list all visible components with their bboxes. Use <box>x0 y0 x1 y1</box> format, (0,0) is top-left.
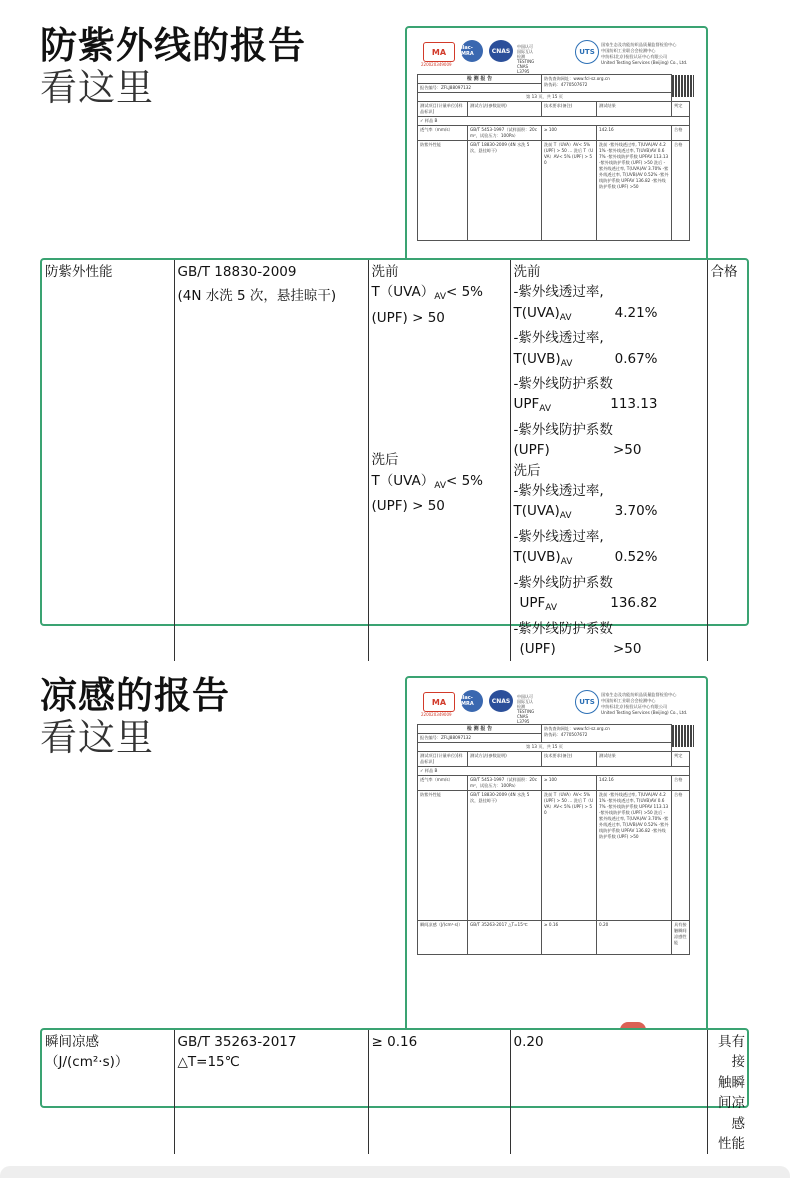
cool-result-cell <box>510 1030 707 1154</box>
req-before-label: 洗前 <box>371 264 399 280</box>
res-before-upf-row <box>514 440 704 460</box>
uv-method: GB/T 18830-2009 (4N 水洗 5 次，悬挂晾干) <box>468 791 542 921</box>
anti-fake-code: 防伪码：4770507672 <box>544 82 588 87</box>
res-value: 4.21% <box>614 304 658 321</box>
req-text: < 5% <box>445 472 484 489</box>
cool-item: 瞬间凉感（J/(cm²·s)） <box>418 921 468 955</box>
res-value: 136.82 <box>610 595 658 612</box>
cool-verdict-line: 具有接 <box>718 1034 745 1071</box>
res-value: 0.67% <box>614 350 658 367</box>
uv-verdict: 合格 <box>672 791 690 921</box>
cool-result-value: 0.20 <box>513 1034 544 1050</box>
res-key: T(UVA) <box>513 503 560 520</box>
qr-code-icon <box>672 725 694 747</box>
uv-requirement: 洗前 T（UVA）AV< 5% (UPF) > 50 … 洗后 T（UVA）AV< 5% (UPF) > 50 <box>542 141 597 241</box>
req-sub: AV <box>434 480 446 491</box>
res-after-upfav-row <box>514 593 704 618</box>
qr-cell <box>672 725 690 752</box>
organization-names <box>601 42 701 66</box>
res-key: (UPF) <box>519 640 556 657</box>
uv-result: 洗前 -紫外线透过率, T(UVA)AV 4.21% -紫外线透过率, T(UVB)AV 0.67% -紫外线防护系数 UPFAV 113.13 -紫外线防护系数 (UPF) >50 洗后 -紫外线透过率, T(UVA)AV 3.70% -紫外线透过率, T(UVB)AV 0.52% -紫外线防护系数 UPFAV 136.82 -紫外线防护系数 (UPF) >50 <box>597 791 672 921</box>
air-item: 透气率（mm/s） <box>418 776 468 791</box>
res-value: >50 <box>613 442 642 459</box>
ilac-logo-icon: ilac-MRA <box>461 690 483 712</box>
uv-verdict: 合格 <box>672 141 690 241</box>
uv-requirement: 洗前 T（UVA）AV< 5% (UPF) > 50 … 洗后 T（UVA）AV< 5% (UPF) > 50 <box>542 791 597 921</box>
uv-verdict-label: 合格 <box>710 264 738 280</box>
header-requirement: 技术要求(备注) <box>542 102 597 117</box>
org-line: 中国纺织工业联合会检测中心 <box>601 48 656 53</box>
ma-number: 220020349009 <box>421 712 452 717</box>
uv-result-cell <box>510 260 707 661</box>
req-text: T（UVA） <box>371 284 435 301</box>
ilac-logo-icon: ilac-MRA <box>461 40 483 62</box>
res-value: 0.52% <box>614 549 658 566</box>
req-after-label: 洗后 <box>371 452 399 469</box>
uv-verdict-cell <box>707 260 747 661</box>
res-before-label: 洗前 <box>513 264 541 280</box>
res-label: -紫外线防护系数 <box>513 421 613 438</box>
uts-logo-icon: UTS <box>575 40 599 64</box>
res-key: T(UVB) <box>513 549 561 566</box>
req-before-upf: (UPF) > 50 <box>371 309 445 326</box>
uv-result: 洗前 -紫外线透过率, T(UVA)AV 4.21% -紫外线透过率, T(UVB)AV 0.67% -紫外线防护系数 UPFAV 113.13 -紫外线防护系数 (UPF) >50 洗后 -紫外线透过率, T(UVA)AV 3.70% -紫外线透过率, T(UVB)AV 0.52% -紫外线防护系数 UPFAV 136.82 -紫外线防护系数 (UPF) >50 <box>597 141 672 241</box>
res-label: -紫外线透过率, <box>513 330 604 347</box>
sample-row: ✓ 样品 B <box>418 117 690 126</box>
header-verdict: 判定 <box>672 752 690 767</box>
cnas-caption: 中国认可 国际互认 检测 TESTING CNAS L3795 <box>517 694 535 724</box>
req-before-uva <box>372 282 507 307</box>
org-line: 中纺标(北京)检验认证中心有限公司 <box>601 704 668 709</box>
uv-item: 防紫外性能 <box>418 791 468 921</box>
req-text: < 5% <box>445 284 484 301</box>
air-verdict: 合格 <box>672 126 690 141</box>
report-doc-title: 检 测 报 告 <box>418 725 542 734</box>
res-key: T(UVA) <box>513 304 560 321</box>
qr-cell <box>672 75 690 102</box>
header-verdict: 判定 <box>672 102 690 117</box>
cool-method: GB/T 35263-2017 △T=15℃ <box>468 921 542 955</box>
res-key: (UPF) <box>513 442 550 459</box>
cool-report-thumbnail <box>405 676 708 1036</box>
res-sub: AV <box>560 358 573 369</box>
cnas-caption: 中国认可 国际互认 检测 TESTING CNAS L3795 <box>517 44 535 74</box>
uv-item-label: 防紫外性能 <box>45 264 113 280</box>
org-line: 中国纺织工业联合会检测中心 <box>601 698 656 703</box>
res-sub: AV <box>559 312 572 323</box>
cool-result: 0.20 <box>597 921 672 955</box>
cool-verdict-cell <box>707 1030 747 1154</box>
air-result: 142.16 <box>597 776 672 791</box>
cool-verdict-line: 间凉感 <box>718 1095 745 1132</box>
res-label: -紫外线防护系数 <box>513 574 613 591</box>
res-after-upf-row <box>514 639 704 659</box>
air-requirement: ≥ 100 <box>542 126 597 141</box>
header-requirement: 技术要求(备注) <box>542 752 597 767</box>
sample-row: ✓ 样品 B <box>418 767 690 776</box>
res-after-uva-row <box>514 501 704 526</box>
cool-verdict-line: 性能 <box>718 1136 745 1153</box>
uv-method-note: (4N 水洗 5 次，悬挂晾干) <box>177 288 337 305</box>
section-cool-subtitle: 看这里 <box>40 716 154 759</box>
res-sub: AV <box>539 404 552 415</box>
org-line: United Testing Services (Beijing) Co., Ltd. <box>601 60 688 65</box>
uv-requirement-cell <box>368 260 510 661</box>
report-number: 报告编号：ZFLJ88097132 <box>418 734 542 743</box>
header-item: 测试项目(计量单位)[样品标识] <box>418 752 468 767</box>
header-result: 测试结果 <box>597 102 672 117</box>
req-text: T（UVA） <box>371 472 435 489</box>
report-header <box>415 38 698 72</box>
anti-fake-code: 防伪码：4770507672 <box>544 732 588 737</box>
cool-method-standard: GB/T 35263-2017 <box>177 1034 297 1050</box>
res-value: 3.70% <box>614 503 658 520</box>
res-after-uvb-row <box>514 547 704 572</box>
uv-report-thumbnail <box>405 26 708 266</box>
report-table <box>417 724 690 955</box>
report-doc-title: 检 测 报 告 <box>418 75 542 84</box>
req-sub: AV <box>434 292 446 303</box>
cool-requirement-value: ≥ 0.16 <box>371 1034 418 1050</box>
org-line: 中纺标(北京)检验认证中心有限公司 <box>601 54 668 59</box>
header-method: 测试方法(参数说明) <box>468 102 542 117</box>
req-after-upf: (UPF) > 50 <box>371 498 445 515</box>
res-label: -紫外线防护系数 <box>513 620 613 637</box>
cnas-logo-icon: CNAS <box>489 690 513 712</box>
res-after-label: 洗后 <box>513 462 541 479</box>
cool-verdict-line: 触瞬 <box>718 1074 745 1091</box>
uts-logo-icon: UTS <box>575 690 599 714</box>
cool-item-label: 瞬间凉感（J/(cm²·s)） <box>45 1034 129 1071</box>
cool-requirement: ≥ 0.16 <box>542 921 597 955</box>
air-verdict: 合格 <box>672 776 690 791</box>
res-before-uva-row <box>514 303 704 328</box>
qr-code-icon <box>672 75 694 97</box>
res-before-upfav-row <box>514 394 704 419</box>
org-line: United Testing Services (Beijing) Co., Ltd. <box>601 710 688 715</box>
uv-item-cell <box>42 260 174 661</box>
report-anti-fake <box>542 725 672 743</box>
cool-verdict: 具有接触瞬间凉感性能 <box>672 921 690 955</box>
ma-number: 220020349009 <box>421 62 452 67</box>
res-label: -紫外线透过率, <box>513 284 604 301</box>
cool-requirement-cell <box>368 1030 510 1154</box>
air-requirement: ≥ 100 <box>542 776 597 791</box>
cnas-logo-icon: CNAS <box>489 40 513 62</box>
res-sub: AV <box>559 511 572 522</box>
report-page: 第 13 页，共 15 页 <box>418 743 672 752</box>
ma-logo-icon: MA <box>423 692 455 712</box>
res-value: 113.13 <box>610 396 658 413</box>
section-uv-title: 防紫外线的报告 <box>40 24 306 67</box>
res-label: -紫外线防护系数 <box>513 376 613 393</box>
anti-fake-url: 防伪查询网址：www.fcl-sz.org.cn <box>544 76 610 81</box>
res-sub: AV <box>545 603 558 614</box>
uv-method-cell <box>174 260 368 661</box>
header-item: 测试项目(计量单位)[样品标识] <box>418 102 468 117</box>
uv-method: GB/T 18830-2009 (4N 水洗 5 次，悬挂晾干) <box>468 141 542 241</box>
res-key: UPF <box>519 595 546 612</box>
res-label: -紫外线透过率, <box>513 528 604 545</box>
uv-method-standard: GB/T 18830-2009 <box>177 264 297 280</box>
report-number: 报告编号：ZFLJ88097132 <box>418 84 542 93</box>
org-line: 国家生态及功能纺织品质量监督检验中心 <box>601 692 677 697</box>
cool-method-note: △T=15℃ <box>177 1054 240 1071</box>
res-key: T(UVB) <box>513 350 561 367</box>
cool-method-cell <box>174 1030 368 1154</box>
cool-item-cell <box>42 1030 174 1154</box>
res-value: >50 <box>613 640 642 657</box>
organization-names <box>601 692 701 716</box>
uv-item: 防紫外性能 <box>418 141 468 241</box>
air-item: 透气率（mm/s） <box>418 126 468 141</box>
res-label: -紫外线透过率, <box>513 483 604 500</box>
air-result: 142.16 <box>597 126 672 141</box>
req-after-uva <box>372 471 507 496</box>
header-result: 测试结果 <box>597 752 672 767</box>
uv-detail-table <box>40 258 749 657</box>
air-method: GB/T 5453-1997（试样面积：20cm²，试验压力：100Pa） <box>468 126 542 141</box>
res-before-uvb-row <box>514 349 704 374</box>
ma-logo-icon: MA <box>423 42 455 62</box>
org-line: 国家生态及功能纺织品质量监督检验中心 <box>601 42 677 47</box>
section-cool-title: 凉感的报告 <box>40 674 230 717</box>
bottom-band <box>0 1166 790 1178</box>
report-anti-fake <box>542 75 672 93</box>
res-key: UPF <box>513 396 540 413</box>
cool-detail-table <box>40 1028 749 1153</box>
report-table <box>417 74 690 241</box>
res-sub: AV <box>560 557 573 568</box>
air-method: GB/T 5453-1997（试样面积：20cm²，试验压力：100Pa） <box>468 776 542 791</box>
anti-fake-url: 防伪查询网址：www.fcl-sz.org.cn <box>544 726 610 731</box>
section-uv-subtitle: 看这里 <box>40 66 154 109</box>
header-method: 测试方法(参数说明) <box>468 752 542 767</box>
report-page: 第 13 页，共 15 页 <box>418 93 672 102</box>
report-header <box>415 688 698 722</box>
